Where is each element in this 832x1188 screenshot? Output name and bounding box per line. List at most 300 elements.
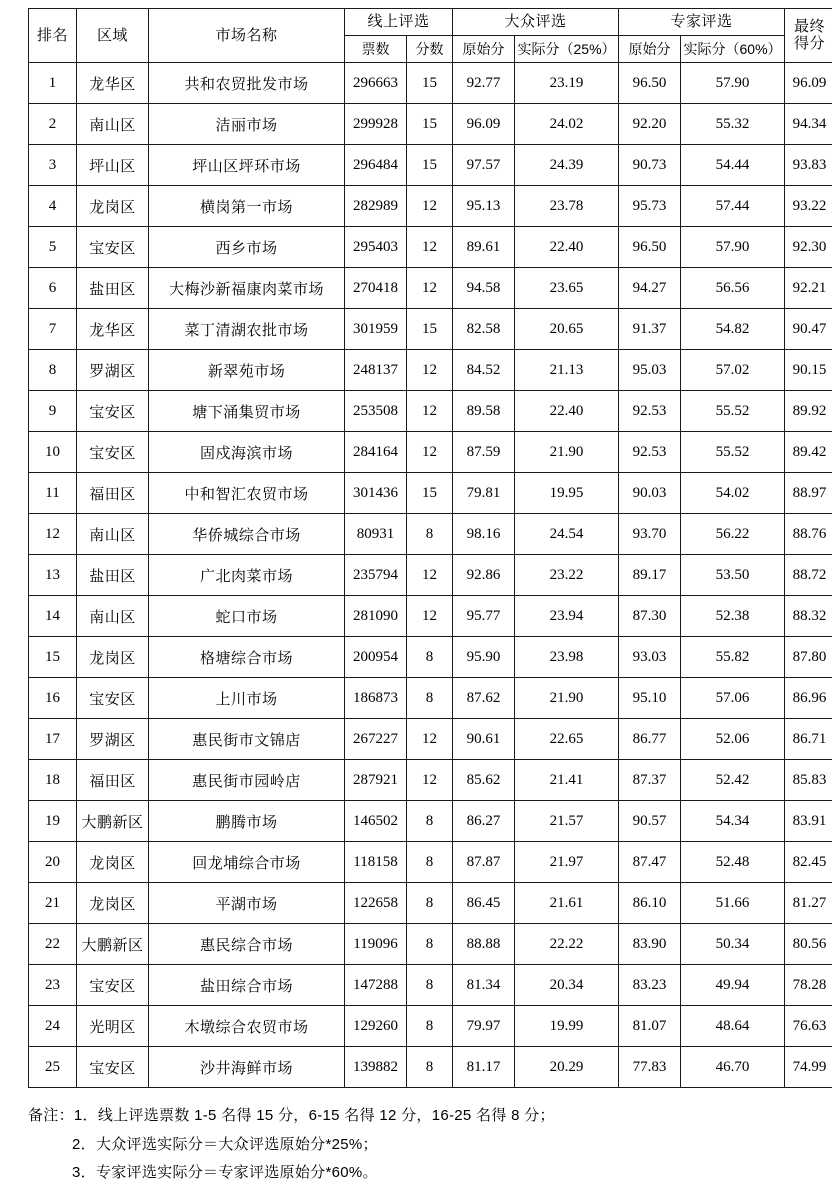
cell-rank: 2 <box>29 104 77 145</box>
cell-votes: 301959 <box>345 309 407 350</box>
cell-rank: 8 <box>29 350 77 391</box>
cell-expert-raw: 86.77 <box>619 719 681 760</box>
cell-rank: 19 <box>29 801 77 842</box>
header-expert-actual: 实际分（60%） <box>681 36 785 63</box>
cell-final-score: 88.97 <box>785 473 832 514</box>
cell-area: 龙华区 <box>77 63 149 104</box>
cell-public-actual: 21.90 <box>515 678 619 719</box>
cell-votes: 80931 <box>345 514 407 555</box>
cell-expert-raw: 77.83 <box>619 1047 681 1088</box>
table-header <box>29 9 832 63</box>
cell-votes: 119096 <box>345 924 407 965</box>
cell-public-actual: 23.94 <box>515 596 619 637</box>
cell-expert-raw: 92.53 <box>619 432 681 473</box>
cell-votes: 284164 <box>345 432 407 473</box>
cell-expert-raw: 96.50 <box>619 63 681 104</box>
cell-expert-raw: 94.27 <box>619 268 681 309</box>
cell-expert-actual: 52.48 <box>681 842 785 883</box>
header-row-top <box>29 9 832 36</box>
cell-expert-actual: 57.06 <box>681 678 785 719</box>
cell-final-score: 92.30 <box>785 227 832 268</box>
cell-online-score: 12 <box>407 432 453 473</box>
table-row <box>29 104 832 145</box>
cell-area: 龙岗区 <box>77 637 149 678</box>
cell-votes: 299928 <box>345 104 407 145</box>
market-ranking-table <box>28 8 832 1088</box>
table-row <box>29 391 832 432</box>
cell-area: 福田区 <box>77 760 149 801</box>
table-body <box>29 63 832 1088</box>
cell-expert-actual: 55.52 <box>681 432 785 473</box>
cell-expert-actual: 51.66 <box>681 883 785 924</box>
cell-rank: 23 <box>29 965 77 1006</box>
cell-online-score: 15 <box>407 104 453 145</box>
cell-public-raw: 86.45 <box>453 883 515 924</box>
cell-votes: 118158 <box>345 842 407 883</box>
cell-votes: 139882 <box>345 1047 407 1088</box>
cell-market-name: 横岗第一市场 <box>149 186 345 227</box>
table-row <box>29 268 832 309</box>
cell-expert-raw: 81.07 <box>619 1006 681 1047</box>
cell-rank: 15 <box>29 637 77 678</box>
cell-public-raw: 79.97 <box>453 1006 515 1047</box>
cell-online-score: 8 <box>407 514 453 555</box>
cell-online-score: 15 <box>407 63 453 104</box>
cell-market-name: 格塘综合市场 <box>149 637 345 678</box>
cell-public-actual: 20.29 <box>515 1047 619 1088</box>
notes-block <box>28 1102 804 1188</box>
cell-final-score: 87.80 <box>785 637 832 678</box>
header-expert-raw: 原始分 <box>619 36 681 63</box>
cell-market-name: 上川市场 <box>149 678 345 719</box>
cell-public-actual: 22.65 <box>515 719 619 760</box>
cell-area: 宝安区 <box>77 678 149 719</box>
cell-online-score: 8 <box>407 637 453 678</box>
table-row <box>29 637 832 678</box>
cell-votes: 296484 <box>345 145 407 186</box>
cell-expert-raw: 95.73 <box>619 186 681 227</box>
cell-expert-raw: 93.03 <box>619 637 681 678</box>
cell-expert-actual: 55.32 <box>681 104 785 145</box>
cell-market-name: 固戍海滨市场 <box>149 432 345 473</box>
cell-area: 宝安区 <box>77 1047 149 1088</box>
cell-rank: 21 <box>29 883 77 924</box>
cell-area: 盐田区 <box>77 268 149 309</box>
cell-online-score: 12 <box>407 760 453 801</box>
table-row <box>29 555 832 596</box>
cell-area: 盐田区 <box>77 555 149 596</box>
cell-public-raw: 88.88 <box>453 924 515 965</box>
cell-votes: 200954 <box>345 637 407 678</box>
cell-votes: 282989 <box>345 186 407 227</box>
cell-expert-actual: 52.38 <box>681 596 785 637</box>
table-row <box>29 760 832 801</box>
cell-votes: 270418 <box>345 268 407 309</box>
table-row <box>29 309 832 350</box>
cell-market-name: 中和智汇农贸市场 <box>149 473 345 514</box>
table-row <box>29 965 832 1006</box>
cell-rank: 11 <box>29 473 77 514</box>
cell-market-name: 沙井海鲜市场 <box>149 1047 345 1088</box>
cell-area: 福田区 <box>77 473 149 514</box>
cell-online-score: 8 <box>407 1006 453 1047</box>
cell-final-score: 93.22 <box>785 186 832 227</box>
cell-votes: 147288 <box>345 965 407 1006</box>
cell-final-score: 88.76 <box>785 514 832 555</box>
cell-public-actual: 24.02 <box>515 104 619 145</box>
cell-final-score: 80.56 <box>785 924 832 965</box>
notes-line-3 <box>28 1159 804 1188</box>
cell-expert-raw: 90.73 <box>619 145 681 186</box>
cell-public-actual: 20.65 <box>515 309 619 350</box>
cell-expert-actual: 56.56 <box>681 268 785 309</box>
cell-market-name: 共和农贸批发市场 <box>149 63 345 104</box>
cell-online-score: 15 <box>407 473 453 514</box>
header-public-group: 大众评选 <box>453 9 619 36</box>
cell-expert-actual: 52.42 <box>681 760 785 801</box>
cell-public-actual: 19.95 <box>515 473 619 514</box>
cell-area: 南山区 <box>77 104 149 145</box>
header-online-score: 分数 <box>407 36 453 63</box>
cell-online-score: 12 <box>407 227 453 268</box>
cell-public-raw: 92.86 <box>453 555 515 596</box>
cell-expert-raw: 87.47 <box>619 842 681 883</box>
cell-market-name: 坪山区坪环市场 <box>149 145 345 186</box>
cell-online-score: 8 <box>407 678 453 719</box>
cell-votes: 122658 <box>345 883 407 924</box>
cell-online-score: 12 <box>407 350 453 391</box>
cell-public-actual: 21.90 <box>515 432 619 473</box>
cell-public-raw: 87.62 <box>453 678 515 719</box>
cell-public-raw: 97.57 <box>453 145 515 186</box>
cell-area: 坪山区 <box>77 145 149 186</box>
cell-area: 龙岗区 <box>77 842 149 883</box>
cell-market-name: 菜丁清湖农批市场 <box>149 309 345 350</box>
cell-area: 宝安区 <box>77 227 149 268</box>
cell-market-name: 广北肉菜市场 <box>149 555 345 596</box>
header-rank: 排名 <box>29 9 77 63</box>
cell-online-score: 12 <box>407 596 453 637</box>
cell-votes: 281090 <box>345 596 407 637</box>
cell-rank: 4 <box>29 186 77 227</box>
table-row <box>29 1006 832 1047</box>
cell-area: 宝安区 <box>77 391 149 432</box>
cell-market-name: 新翠苑市场 <box>149 350 345 391</box>
table-row <box>29 432 832 473</box>
cell-expert-raw: 96.50 <box>619 227 681 268</box>
cell-expert-actual: 54.82 <box>681 309 785 350</box>
cell-public-raw: 85.62 <box>453 760 515 801</box>
cell-expert-actual: 54.34 <box>681 801 785 842</box>
cell-final-score: 93.83 <box>785 145 832 186</box>
cell-rank: 1 <box>29 63 77 104</box>
cell-public-actual: 22.22 <box>515 924 619 965</box>
cell-market-name: 惠民街市文锦店 <box>149 719 345 760</box>
cell-market-name: 西乡市场 <box>149 227 345 268</box>
cell-expert-actual: 55.52 <box>681 391 785 432</box>
notes-item-3: 3．专家评选实际分＝专家评选原始分*60%。 <box>72 1164 378 1181</box>
cell-expert-actual: 50.34 <box>681 924 785 965</box>
cell-market-name: 盐田综合市场 <box>149 965 345 1006</box>
cell-online-score: 12 <box>407 719 453 760</box>
cell-expert-actual: 55.82 <box>681 637 785 678</box>
header-market-name: 市场名称 <box>149 9 345 63</box>
cell-final-score: 89.42 <box>785 432 832 473</box>
notes-item-2: 2．大众评选实际分＝大众评选原始分*25%； <box>72 1136 378 1153</box>
cell-final-score: 89.92 <box>785 391 832 432</box>
cell-rank: 16 <box>29 678 77 719</box>
cell-expert-actual: 53.50 <box>681 555 785 596</box>
cell-public-raw: 81.34 <box>453 965 515 1006</box>
table-row <box>29 514 832 555</box>
cell-public-actual: 21.57 <box>515 801 619 842</box>
table-row <box>29 473 832 514</box>
cell-area: 宝安区 <box>77 965 149 1006</box>
cell-expert-raw: 90.57 <box>619 801 681 842</box>
cell-votes: 129260 <box>345 1006 407 1047</box>
cell-final-score: 82.45 <box>785 842 832 883</box>
cell-public-actual: 23.78 <box>515 186 619 227</box>
cell-public-actual: 21.13 <box>515 350 619 391</box>
cell-rank: 13 <box>29 555 77 596</box>
table-row <box>29 350 832 391</box>
notes-label: 备注： <box>28 1107 74 1124</box>
header-area: 区域 <box>77 9 149 63</box>
cell-rank: 14 <box>29 596 77 637</box>
cell-market-name: 洁丽市场 <box>149 104 345 145</box>
cell-expert-actual: 49.94 <box>681 965 785 1006</box>
cell-public-actual: 21.97 <box>515 842 619 883</box>
cell-online-score: 8 <box>407 924 453 965</box>
cell-online-score: 12 <box>407 391 453 432</box>
cell-area: 南山区 <box>77 514 149 555</box>
cell-votes: 295403 <box>345 227 407 268</box>
cell-rank: 10 <box>29 432 77 473</box>
notes-item-1: 1．线上评选票数 1-5 名得 15 分，6-15 名得 12 分，16-25 名得 8 分； <box>74 1107 555 1124</box>
cell-public-actual: 24.39 <box>515 145 619 186</box>
table-row <box>29 186 832 227</box>
cell-public-raw: 81.17 <box>453 1047 515 1088</box>
cell-public-raw: 95.90 <box>453 637 515 678</box>
table-row <box>29 63 832 104</box>
cell-public-raw: 86.27 <box>453 801 515 842</box>
cell-online-score: 12 <box>407 268 453 309</box>
cell-area: 罗湖区 <box>77 350 149 391</box>
cell-expert-raw: 87.30 <box>619 596 681 637</box>
cell-final-score: 92.21 <box>785 268 832 309</box>
cell-final-score: 94.34 <box>785 104 832 145</box>
cell-public-raw: 84.52 <box>453 350 515 391</box>
cell-expert-actual: 57.44 <box>681 186 785 227</box>
cell-expert-actual: 54.02 <box>681 473 785 514</box>
cell-public-actual: 20.34 <box>515 965 619 1006</box>
notes-line-2 <box>28 1131 804 1160</box>
cell-rank: 22 <box>29 924 77 965</box>
notes-line-1 <box>28 1102 804 1131</box>
cell-public-raw: 90.61 <box>453 719 515 760</box>
header-online-group: 线上评选 <box>345 9 453 36</box>
cell-area: 光明区 <box>77 1006 149 1047</box>
cell-public-actual: 23.19 <box>515 63 619 104</box>
header-expert-group: 专家评选 <box>619 9 785 36</box>
cell-rank: 25 <box>29 1047 77 1088</box>
cell-area: 南山区 <box>77 596 149 637</box>
cell-final-score: 76.63 <box>785 1006 832 1047</box>
cell-public-actual: 21.61 <box>515 883 619 924</box>
cell-public-raw: 95.77 <box>453 596 515 637</box>
cell-online-score: 15 <box>407 309 453 350</box>
cell-final-score: 88.72 <box>785 555 832 596</box>
cell-votes: 248137 <box>345 350 407 391</box>
table-row <box>29 678 832 719</box>
cell-rank: 7 <box>29 309 77 350</box>
cell-final-score: 83.91 <box>785 801 832 842</box>
cell-rank: 9 <box>29 391 77 432</box>
cell-expert-raw: 83.90 <box>619 924 681 965</box>
cell-rank: 12 <box>29 514 77 555</box>
cell-public-raw: 98.16 <box>453 514 515 555</box>
cell-expert-actual: 46.70 <box>681 1047 785 1088</box>
cell-public-actual: 19.99 <box>515 1006 619 1047</box>
cell-final-score: 81.27 <box>785 883 832 924</box>
cell-votes: 186873 <box>345 678 407 719</box>
table-row <box>29 1047 832 1088</box>
cell-expert-raw: 93.70 <box>619 514 681 555</box>
cell-online-score: 8 <box>407 883 453 924</box>
cell-expert-raw: 92.53 <box>619 391 681 432</box>
cell-area: 龙华区 <box>77 309 149 350</box>
table-row <box>29 145 832 186</box>
cell-public-actual: 23.65 <box>515 268 619 309</box>
cell-final-score: 78.28 <box>785 965 832 1006</box>
cell-expert-raw: 87.37 <box>619 760 681 801</box>
cell-rank: 5 <box>29 227 77 268</box>
cell-expert-raw: 89.17 <box>619 555 681 596</box>
header-public-raw: 原始分 <box>453 36 515 63</box>
cell-market-name: 鹏腾市场 <box>149 801 345 842</box>
cell-final-score: 85.83 <box>785 760 832 801</box>
cell-public-raw: 79.81 <box>453 473 515 514</box>
cell-market-name: 平湖市场 <box>149 883 345 924</box>
cell-public-raw: 82.58 <box>453 309 515 350</box>
cell-public-raw: 89.61 <box>453 227 515 268</box>
cell-rank: 24 <box>29 1006 77 1047</box>
cell-expert-raw: 95.10 <box>619 678 681 719</box>
cell-expert-raw: 91.37 <box>619 309 681 350</box>
cell-market-name: 惠民综合市场 <box>149 924 345 965</box>
cell-public-actual: 22.40 <box>515 391 619 432</box>
cell-expert-raw: 90.03 <box>619 473 681 514</box>
cell-expert-actual: 54.44 <box>681 145 785 186</box>
table-row <box>29 596 832 637</box>
cell-rank: 20 <box>29 842 77 883</box>
table-row <box>29 227 832 268</box>
cell-final-score: 86.96 <box>785 678 832 719</box>
cell-rank: 18 <box>29 760 77 801</box>
cell-final-score: 86.71 <box>785 719 832 760</box>
cell-votes: 296663 <box>345 63 407 104</box>
cell-market-name: 大梅沙新福康肉菜市场 <box>149 268 345 309</box>
cell-area: 大鹏新区 <box>77 924 149 965</box>
cell-online-score: 15 <box>407 145 453 186</box>
cell-public-raw: 89.58 <box>453 391 515 432</box>
cell-final-score: 96.09 <box>785 63 832 104</box>
header-final-score-line1: 最终得分 <box>788 19 832 52</box>
cell-expert-raw: 92.20 <box>619 104 681 145</box>
cell-market-name: 惠民街市园岭店 <box>149 760 345 801</box>
cell-market-name: 塘下涌集贸市场 <box>149 391 345 432</box>
cell-online-score: 12 <box>407 555 453 596</box>
cell-public-raw: 87.87 <box>453 842 515 883</box>
header-public-actual: 实际分（25%） <box>515 36 619 63</box>
cell-public-raw: 95.13 <box>453 186 515 227</box>
cell-online-score: 12 <box>407 186 453 227</box>
header-final-score <box>785 9 832 63</box>
cell-public-actual: 23.22 <box>515 555 619 596</box>
cell-expert-actual: 52.06 <box>681 719 785 760</box>
cell-final-score: 90.47 <box>785 309 832 350</box>
cell-public-actual: 21.41 <box>515 760 619 801</box>
cell-expert-actual: 57.02 <box>681 350 785 391</box>
cell-public-raw: 92.77 <box>453 63 515 104</box>
cell-votes: 287921 <box>345 760 407 801</box>
cell-expert-raw: 83.23 <box>619 965 681 1006</box>
cell-rank: 3 <box>29 145 77 186</box>
cell-market-name: 蛇口市场 <box>149 596 345 637</box>
cell-final-score: 74.99 <box>785 1047 832 1088</box>
cell-rank: 6 <box>29 268 77 309</box>
cell-expert-actual: 57.90 <box>681 63 785 104</box>
cell-rank: 17 <box>29 719 77 760</box>
cell-online-score: 8 <box>407 1047 453 1088</box>
cell-public-raw: 96.09 <box>453 104 515 145</box>
table-row <box>29 801 832 842</box>
cell-area: 龙岗区 <box>77 186 149 227</box>
cell-online-score: 8 <box>407 842 453 883</box>
cell-votes: 253508 <box>345 391 407 432</box>
cell-public-actual: 24.54 <box>515 514 619 555</box>
cell-expert-actual: 56.22 <box>681 514 785 555</box>
cell-expert-raw: 86.10 <box>619 883 681 924</box>
cell-public-raw: 94.58 <box>453 268 515 309</box>
cell-market-name: 回龙埔综合市场 <box>149 842 345 883</box>
header-online-votes: 票数 <box>345 36 407 63</box>
cell-expert-actual: 57.90 <box>681 227 785 268</box>
table-row <box>29 924 832 965</box>
cell-area: 宝安区 <box>77 432 149 473</box>
cell-area: 罗湖区 <box>77 719 149 760</box>
cell-votes: 267227 <box>345 719 407 760</box>
table-row <box>29 883 832 924</box>
cell-online-score: 8 <box>407 801 453 842</box>
cell-final-score: 88.32 <box>785 596 832 637</box>
cell-public-raw: 87.59 <box>453 432 515 473</box>
cell-area: 龙岗区 <box>77 883 149 924</box>
cell-votes: 301436 <box>345 473 407 514</box>
cell-market-name: 木墩综合农贸市场 <box>149 1006 345 1047</box>
cell-votes: 235794 <box>345 555 407 596</box>
cell-votes: 146502 <box>345 801 407 842</box>
cell-public-actual: 22.40 <box>515 227 619 268</box>
table-row <box>29 719 832 760</box>
cell-market-name: 华侨城综合市场 <box>149 514 345 555</box>
cell-online-score: 8 <box>407 965 453 1006</box>
cell-final-score: 90.15 <box>785 350 832 391</box>
cell-public-actual: 23.98 <box>515 637 619 678</box>
cell-expert-raw: 95.03 <box>619 350 681 391</box>
table-row <box>29 842 832 883</box>
cell-expert-actual: 48.64 <box>681 1006 785 1047</box>
